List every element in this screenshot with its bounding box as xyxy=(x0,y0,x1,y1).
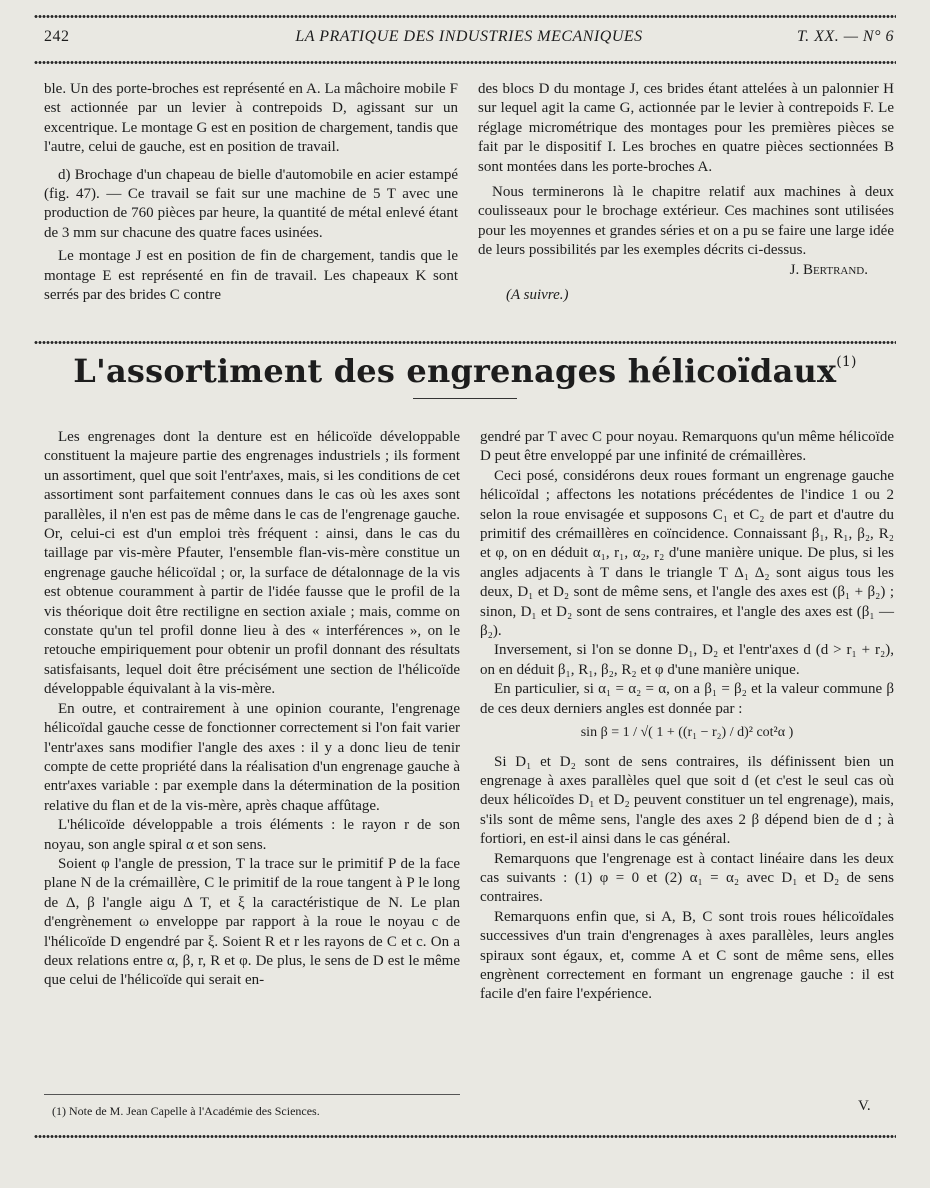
paragraph: En outre, et contrairement à une opinion courante, l'engrenage hélicoïdal gauche cesse de fonctionner correctement si l'on fait varier l'entr'axes sans modifier l'angle des axes : il y a donc lieu de tenir compte de cette propriété dans la réalisation d'un engrenage gauche à entr'axes variable : par exemple dans la détermination de la position relative du flan et de la vis-mère, après chaque affûtage. xyxy=(44,700,460,814)
author-signature xyxy=(478,261,894,280)
top-dotted-rule xyxy=(34,14,896,19)
formula: sin β = 1 / √( 1 + ((r₁ − r₂) / d)² cot²α ) xyxy=(580,725,794,741)
continued-note: (A suivre.) xyxy=(506,287,569,304)
paragraph: Si D₁ et D₂ sont de sens contraires, ils définissent bien un engrenage à axes parallèles quel que soit d (et c'est le seul cas où deux hélicoïdes D₁ et D₂ peuvent constituer un tel engrenage), mais, s'ils sont de même sens, l'angle des axes 2 β dépend bien de d ; à fortiori, en est-il ainsi dans le cas général. xyxy=(480,753,894,848)
paragraph: Les engrenages dont la denture est en hélicoïde développable constituent la majeure partie des engrenages industriels ; ils forment un assortiment, quel que soit l'entr'axes, mais, si les conditions de cet assortiment sont parfaitement connues dans le cas où les axes sont parallèles, il n'en est pas de même dans le cas de l'engrenage gauche. Or, celui-ci est d'un emploi très fréquent : ainsi, dans le cas du taillage par vis-mère Pfauter, l'ensemble flan-vis-mère constitue un engrenage gauche hélicoïdal ; or, la surface de détalonnage de la vis est obtenue couramment à partir de l'idée fausse que le profil de la vis théorique doit être rectiligne en section axiale ; mais, comme on constate qu'un tel profil donne lieu à des « interférences », on le retouche empiriquement pour obtenir un profil donnant des résultats satisfaisants, lequel doit être précisément une section de l'hélicoïde développable équivalant à la vis-mère. xyxy=(44,429,460,698)
top-left-column xyxy=(44,80,458,305)
title-footnote-marker: (1) xyxy=(836,354,857,370)
page-header xyxy=(44,22,894,50)
paragraph: Nous terminerons là le chapitre relatif aux machines à deux coulisseaux pour le brochage extérieur. Ces machines sont utilisées pour les moyennes et grandes séries et on a pu se faire une large idée de leurs possibilités par les exemples décrits ci-dessus. xyxy=(478,184,894,259)
article-left-column xyxy=(44,428,460,991)
article-title-text: L'assortiment des engrenages hélicoïdaux xyxy=(73,352,837,390)
article-right-column xyxy=(480,428,894,1005)
title-underline xyxy=(413,398,517,399)
paragraph: Inversement, si l'on se donne D₁, D₂ et l'entr'axes d (d > r₁ + r₂), on en déduit β₁, R₁, β₂, R₂ et φ d'une manière unique. xyxy=(480,642,894,678)
article-title xyxy=(34,352,896,390)
paragraph: des blocs D du montage J, ces brides étant attelées à un palonnier H sur lequel agit la came G, actionnée par le levier à contrepoids F. Le réglage micrométrique des montages pour les premières pièces se fait par le dispositif I. Les broches en quatre pièces sectionnées B sont montées dans les porte-broches A. xyxy=(478,81,894,175)
bottom-dotted-rule xyxy=(34,1134,896,1139)
footnote: (1) Note de M. Jean Capelle à l'Académie des Sciences. xyxy=(52,1104,320,1118)
author-name: J. Bertrand. xyxy=(789,261,868,278)
paragraph: Remarquons que l'engrenage est à contact linéaire dans les deux cas suivants : (1) φ = 0 et (2) α₁ = α₂ avec D₁ et D₂ de sens contraires. xyxy=(480,850,894,906)
paragraph: Le montage J est en position de fin de chargement, tandis que le montage E est représenté en fin de travail. Les chapeaux K sont serrés par des brides C contre xyxy=(44,248,458,304)
top-right-column xyxy=(478,80,894,305)
paragraph: gendré par T avec C pour noyau. Remarquons qu'un même hélicoïde D peut être enveloppé par une infinité de crémaillères. xyxy=(480,429,894,465)
paragraph: En particulier, si α₁ = α₂ = α, on a β₁ = β₂ et la valeur commune β de ces deux derniers angles est donnée par : xyxy=(480,681,894,717)
footnote-separator xyxy=(44,1094,460,1095)
volume-number: T. XX. — N° 6 xyxy=(796,28,894,45)
section-dotted-rule xyxy=(34,340,896,345)
paragraph: ble. Un des porte-broches est représenté en A. La mâchoire mobile F est actionnée par un levier à contrepoids D, agissant sur un excentrique. Le montage G est en position de chargement, tandis que l'autre, celui de gauche, est en position de travail. xyxy=(44,81,458,156)
continued-mark: V. xyxy=(858,1098,871,1114)
header-dotted-rule xyxy=(34,60,896,65)
page-number: 242 xyxy=(44,28,70,45)
journal-title: LA PRATIQUE DES INDUSTRIES MECANIQUES xyxy=(295,28,643,45)
paragraph: L'hélicoïde développable a trois éléments : le rayon r de son noyau, son angle spiral α et son sens. xyxy=(44,817,460,853)
paragraph: Ceci posé, considérons deux roues formant un engrenage gauche hélicoïdal ; affectons les notations précédentes de l'indice 1 ou 2 selon la roue envisagée et supposons C₁ et C₂ de part et d'autre du primitif des crémaillères en coïncidence. Connaissant β₁, R₁, β₂, R₂ et φ, on en déduit α₁, r₁, α₂, r₂ d'une manière unique. De plus, si les angles adjacents à T dans le triangle T Δ₁ Δ₂ sont aigus tous les deux, D₁ et D₂ sont de même sens, et l'angle des axes est (β₁ + β₂) ; sinon, D₁ et D₂ sont de sens contraires, et l'angle des axes est (β₁ — β₂). xyxy=(480,467,894,640)
paragraph: Remarquons enfin que, si A, B, C sont trois roues hélicoïdales successives d'un train d'engrenages à axes parallèles, leurs angles spiraux sont égaux, et, comme A et C sont de même sens, elles engrènent correctement en formant un engrenage gauche : il est facile d'en faire l'expérience. xyxy=(480,908,894,1003)
paragraph: Soient φ l'angle de pression, T la trace sur le primitif P de la face plane N de la crémaillère, C le primitif de la roue tangent à P le long de Δ, β l'angle aigu Δ T, et ξ la caractéristique de N. Le plan d'engrènement ω enveloppe par rapport à la roue le noyau c de l'hélicoïde D engendré par ξ. Soient R et r les rayons de C et c. On a deux relations entre α, β, r, R et φ. De plus, le sens de D est le même que celui de l'hélicoïde qui serait en- xyxy=(44,855,460,989)
paragraph: d) Brochage d'un chapeau de bielle d'automobile en acier estampé (fig. 47). — Ce travail se fait sur une machine de 5 T avec une production de 760 pièces par heure, la quantité de métal enlevé étant de 3 mm sur chacune des quatre faces usinées. xyxy=(44,166,458,241)
